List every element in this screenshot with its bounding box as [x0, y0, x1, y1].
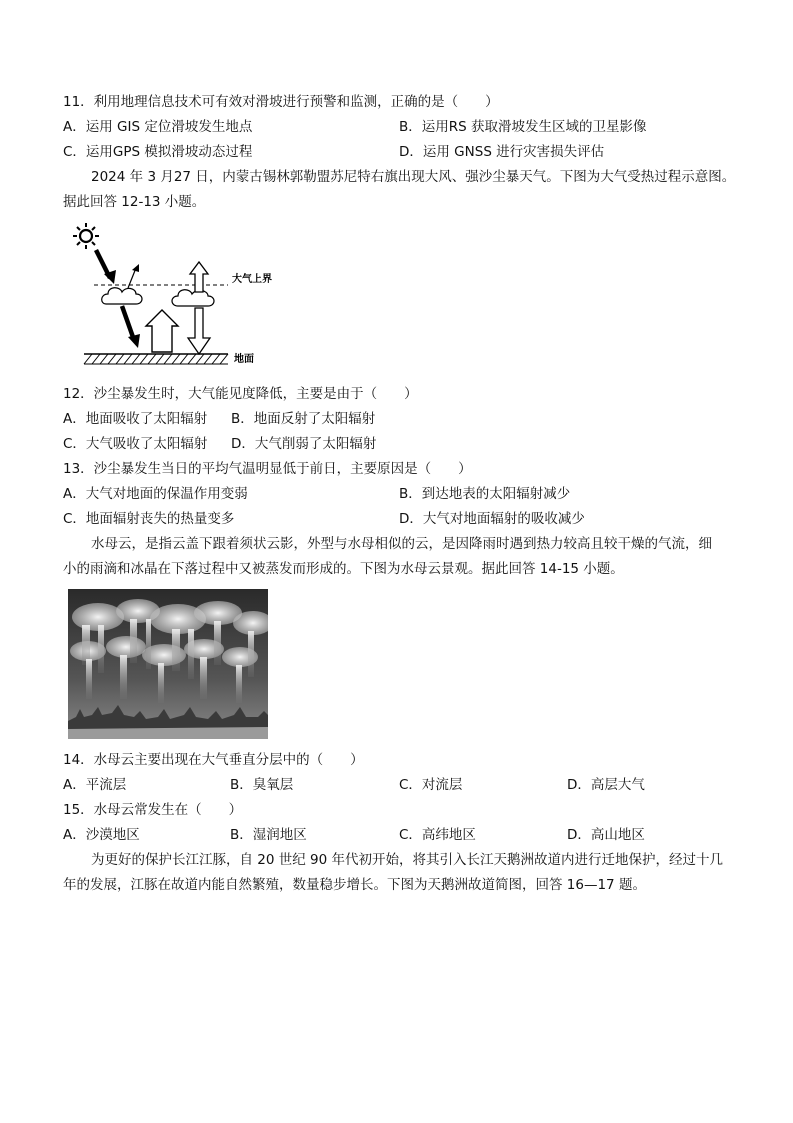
ground-surface — [84, 354, 228, 364]
q14-option-c: C．对流层 — [399, 777, 463, 793]
intro3-line2: 年的发展，江豚在故道内能自然繁殖，数量稳步增长。下图为天鹅洲故道简图，回答 16—17 题。 — [63, 877, 646, 893]
q12-option-a: A．地面吸收了太阳辐射 — [63, 411, 208, 427]
q15-option-a: A．沙漠地区 — [63, 827, 140, 843]
q13-option-d: D．大气对地面辐射的吸收减少 — [399, 511, 585, 527]
atmospheric-counter-radiation-arrow — [188, 308, 210, 354]
q12-option-c: C．大气吸收了太阳辐射 — [63, 436, 208, 452]
q14-stem: 14．水母云主要出现在大气垂直分层中的（ ） — [63, 752, 364, 768]
reflected-radiation-arrow — [128, 264, 139, 288]
q14-option-d: D．高层大气 — [567, 777, 645, 793]
q13-option-b: B．到达地表的太阳辐射减少 — [399, 486, 571, 502]
q11-option-c: C．运用GPS 模拟滑坡动态过程 — [63, 144, 253, 160]
intro2-line2: 小的雨滴和冰晶在下落过程中又被蒸发而形成的。下图为水母云景观。据此回答 14-15 小题。 — [63, 561, 624, 577]
atmosphere-top-label: 大气上界 — [232, 274, 272, 285]
q12-option-d: D．大气削弱了太阳辐射 — [231, 436, 377, 452]
atmosphere-heating-diagram — [70, 222, 290, 372]
q12-stem: 12．沙尘暴发生时，大气能见度降低，主要是由于（ ） — [63, 386, 418, 402]
atmospheric-radiation-up-arrow — [190, 262, 208, 292]
intro2-line1: 水母云，是指云盖下跟着须状云影，外型与水母相似的云，是因降雨时遇到热力较高且较干燥的气流，细 — [91, 536, 712, 552]
q11-stem: 11．利用地理信息技术可有效对滑坡进行预警和监测，正确的是（ ） — [63, 94, 499, 110]
q13-stem: 13．沙尘暴发生当日的平均气温明显低于前日，主要原因是（ ） — [63, 461, 472, 477]
jellyfish-cloud-photo — [68, 589, 268, 739]
q14-option-b: B．臭氧层 — [230, 777, 294, 793]
q15-option-c: C．高纬地区 — [399, 827, 476, 843]
q12-option-b: B．地面反射了太阳辐射 — [231, 411, 376, 427]
q15-option-b: B．湿润地区 — [230, 827, 307, 843]
intro3-line1: 为更好的保护长江江豚，自 20 世纪 90 年代初开始，将其引入长江天鹅洲故道内进行迁地保护，经过十几 — [91, 852, 724, 868]
intro1-line2: 据此回答 12-13 小题。 — [63, 194, 206, 210]
q15-stem: 15．水母云常发生在（ ） — [63, 802, 243, 818]
ground-label: 地面 — [234, 354, 254, 365]
q13-option-a: A．大气对地面的保温作用变弱 — [63, 486, 248, 502]
ground-radiation-arrow — [146, 310, 178, 352]
intro1-line1: 2024 年 3 月27 日，内蒙古锡林郭勒盟苏尼特右旗出现大风、强沙尘暴天气。下图为大气受热过程示意图。 — [91, 169, 736, 185]
q14-option-a: A．平流层 — [63, 777, 127, 793]
q11-option-a: A．运用 GIS 定位滑坡发生地点 — [63, 119, 253, 135]
cloud-left — [102, 288, 142, 304]
q11-option-d: D．运用 GNSS 进行灾害损失评估 — [399, 144, 605, 160]
sun-icon — [73, 223, 99, 249]
q15-option-d: D．高山地区 — [567, 827, 645, 843]
cloud-right — [172, 290, 214, 306]
solar-radiation-arrow — [96, 250, 116, 284]
q13-option-c: C．地面辐射丧失的热量变多 — [63, 511, 235, 527]
solar-to-ground-arrow — [122, 306, 140, 348]
q11-option-b: B．运用RS 获取滑坡发生区域的卫星影像 — [399, 119, 647, 135]
